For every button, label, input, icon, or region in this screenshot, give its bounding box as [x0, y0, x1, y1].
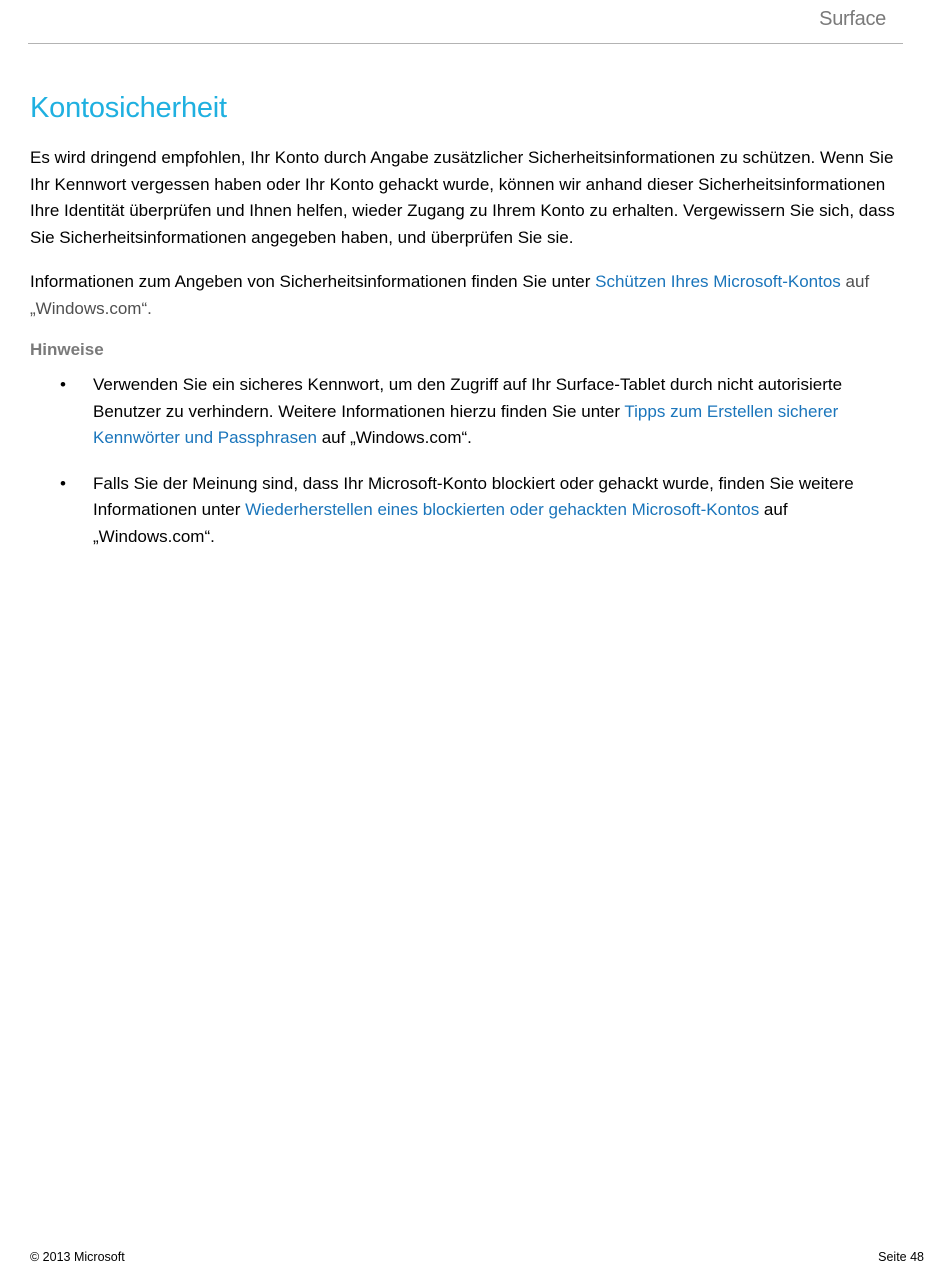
header-brand: Surface: [819, 8, 886, 30]
recover-account-link[interactable]: Wiederherstellen eines blockierten oder gehackten Microsoft-Kontos: [245, 500, 760, 519]
list-item: [30, 471, 908, 551]
bullet-icon: •: [60, 375, 66, 394]
protect-account-link[interactable]: Schützen Ihres Microsoft-Kontos: [595, 272, 841, 291]
note-suffix: auf „Windows.com“.: [93, 500, 788, 546]
list-item: [30, 372, 908, 452]
info-paragraph-text: Informationen zum Angeben von Sicherheitsinformationen finden Sie unter: [30, 272, 596, 291]
page-title: Kontosicherheit: [30, 92, 227, 124]
footer-page-number: Seite 48: [878, 1250, 924, 1264]
info-paragraph-suffix: auf „Windows.com“.: [30, 272, 870, 318]
notes-list: [30, 372, 908, 550]
info-paragraph: [30, 269, 908, 322]
footer-copyright: © 2013 Microsoft: [30, 1250, 125, 1264]
intro-paragraph: Es wird dringend empfohlen, Ihr Konto durch Angabe zusätzlicher Sicherheitsinformationen zu schützen. Wenn Sie Ihr Kennwort vergessen haben oder Ihr Konto gehackt wurde, können wir anhand dieser Sicherheitsinformationen Ihre Identität überprüfen und Ihnen helfen, wieder Zugang zu Ihrem Konto zu erhalten. Vergewissern Sie sich, dass Sie Sicherheitsinformationen angegeben haben, und überprüfen Sie sie.: [30, 148, 895, 247]
password-tips-link[interactable]: Tipps zum Erstellen sicherer Kennwörter und Passphrasen: [93, 401, 839, 447]
note-text: Verwenden Sie ein sicheres Kennwort, um den Zugriff auf Ihr Surface-Tablet durch nicht autorisierte Benutzer zu verhindern. Weitere Informationen hierzu finden Sie unter: [93, 375, 843, 421]
page-content: [30, 92, 908, 569]
bullet-icon: •: [60, 473, 66, 493]
note-text: Falls Sie der Meinung sind, dass Ihr Microsoft-Konto blockiert oder gehackt wurde, finden Sie weitere Informationen unter: [93, 473, 854, 519]
header-divider: [28, 43, 903, 44]
notes-heading: Hinweise: [30, 340, 104, 359]
note-suffix: auf „Windows.com“.: [316, 428, 472, 447]
